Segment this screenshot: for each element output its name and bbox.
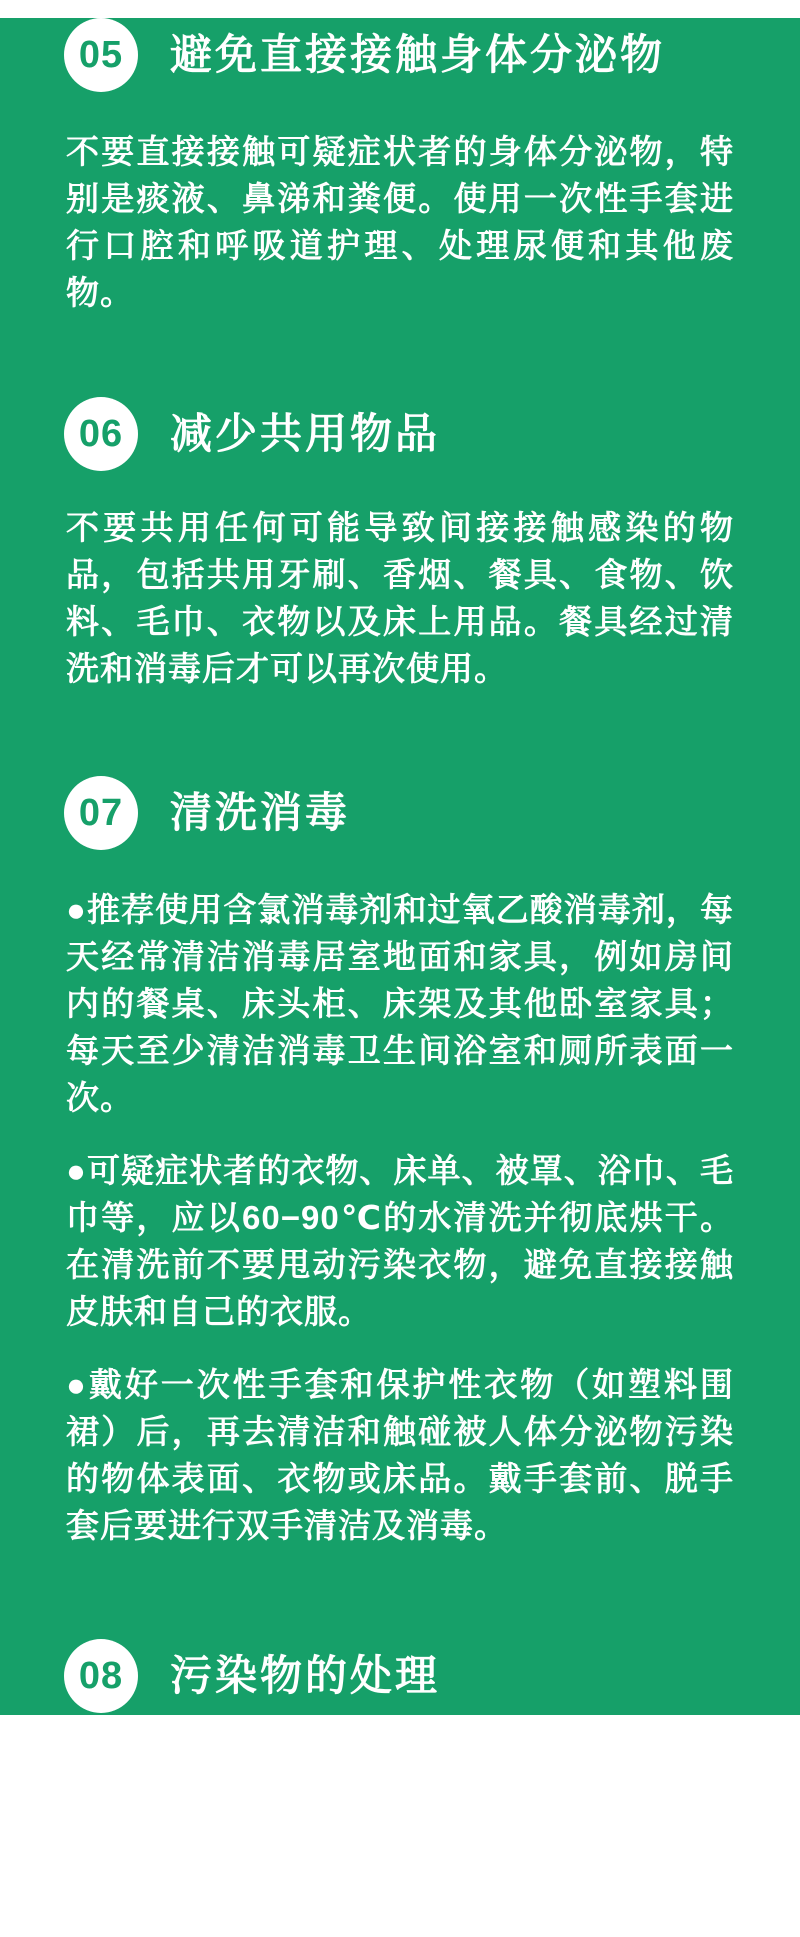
- section-title: 清洗消毒: [170, 788, 351, 836]
- section-title: 减少共用物品: [170, 409, 441, 457]
- section-05: [0, 18, 800, 316]
- section-07-header: [64, 776, 736, 850]
- infographic-page: [0, 18, 800, 1932]
- section-number-badge: [64, 18, 138, 92]
- section-number: 07: [78, 791, 124, 834]
- section-number: 05: [78, 33, 124, 76]
- section-number-badge: [64, 776, 138, 850]
- section-06: [0, 397, 800, 692]
- section-number: 06: [78, 412, 124, 455]
- section-number: 08: [78, 1654, 124, 1697]
- section-07-bullet-3: ●戴好一次性手套和保护性衣物（如塑料围裙）后，再去清洁和触碰被人体分泌物污染的物体表面、衣物或床品。戴手套前、脱手套后要进行双手清洁及消毒。: [66, 1366, 734, 1544]
- section-07-bullet-2: ●可疑症状者的衣物、床单、被罩、浴巾、毛巾等，应以60−90℃的水清洗并彻底烘干。在清洗前不要甩动污染衣物，避免直接接触皮肤和自己的衣服。: [66, 1152, 734, 1330]
- section-07-bullet-1: ●推荐使用含氯消毒剂和过氧乙酸消毒剂，每天经常清洁消毒居室地面和家具，例如房间内的餐桌、床头柜、床架及其他卧室家具；每天至少清洁消毒卫生间浴室和厕所表面一次。: [66, 891, 734, 1116]
- section-05-paragraph: 不要直接接触可疑症状者的身体分泌物，特别是痰液、鼻涕和粪便。使用一次性手套进行口腔和呼吸道护理、处理尿便和其他废物。: [66, 133, 734, 311]
- section-08: [0, 1639, 800, 1937]
- section-05-header: [64, 18, 736, 92]
- section-number-badge: [64, 397, 138, 471]
- section-08-header: [64, 1639, 736, 1713]
- section-title: 污染物的处理: [170, 1651, 441, 1699]
- section-title: 避免直接接触身体分泌物: [170, 30, 666, 78]
- section-08-paragraph: 在清洁和处置台面、清洗衣物以及处理分泌物时，使用过的手套、纸巾、口罩以及其他废物都应该放在患者房间专用的垃圾袋里面，标记为污染物再丢弃。: [66, 1754, 734, 1932]
- section-07: [0, 776, 800, 1549]
- section-06-paragraph: 不要共用任何可能导致间接接触感染的物品，包括共用牙刷、香烟、餐具、食物、饮料、毛巾、衣物以及床上用品。餐具经过清洗和消毒后才可以再次使用。: [66, 509, 734, 687]
- section-06-header: [64, 397, 736, 471]
- section-number-badge: [64, 1639, 138, 1713]
